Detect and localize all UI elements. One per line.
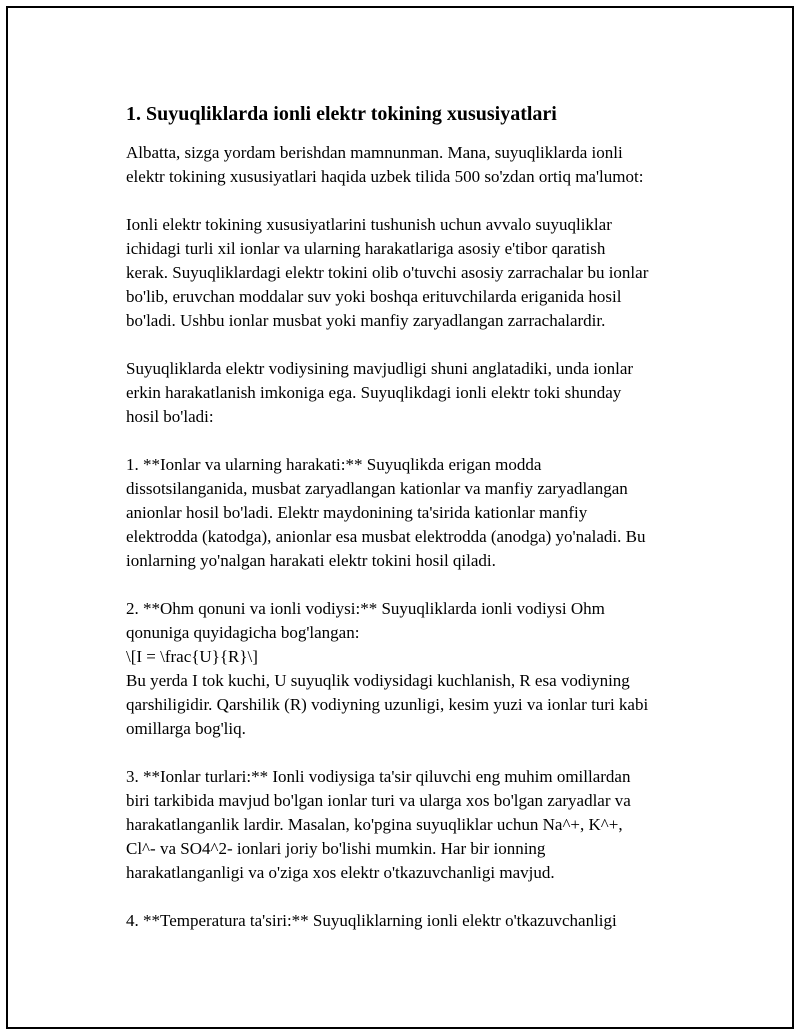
paragraph-free-movement: Suyuqliklarda elektr vodiysining mavjudligi shuni anglatadiki, unda ionlar erkin harakatlanish imkoniga ega. Suyuqlikdagi ionli elektr toki shunday hosil bo'ladi: [126,359,634,426]
list-item-ion-types: 3. **Ionlar turlari:** Ionli vodiysiga ta'sir qiluvchi eng muhim omillardan biri tarkibida mavjud bo'lgan ionlar turi va ularga xos bo'lgan zaryadlar va harakatlanganlik lardir. Masalan, ko'pgina suyuqliklar uchun Na^+, K^+, Cl^- va SO4^2- ionlari joriy bo'lishi mumkin. Har bir ionning harakatlanganligi va o'ziga xos elektr o'tkazuvchanligi mavjud. [126,767,631,882]
document-title: 1. Suyuqliklarda ionli elektr tokining xususiyatlari [126,103,557,125]
list-item-temperature: 4. **Temperatura ta'siri:** Suyuqliklarning ionli elektr o'tkazuvchanligi [126,911,617,930]
paragraph-ion-properties: Ionli elektr tokining xususiyatlarini tushunish uchun avvalo suyuqliklar ichidagi turli xil ionlar va ularning harakatlariga asosiy e'tibor qaratish kerak. Suyuqliklardagi elektr tokini olib o'tuvchi asosiy zarrachalar bu ionlar bo'lib, eruvchan moddalar suv yoki boshqa erituvchilarda eriganida hosil bo'ladi. Ushbu ionlar musbat yoki manfiy zaryadlangan zarrachalardir. [126,215,649,330]
paragraph-intro: Albatta, sizga yordam berishdan mamnunman. Mana, suyuqliklarda ionli elektr tokining xususiyatlari haqida uzbek tilida 500 so'zdan ortiq ma'lumot: [126,143,644,186]
list-item-ohm-law: 2. **Ohm qonuni va ionli vodiysi:** Suyuqliklarda ionli vodiysi Ohm qonuniga quyidagicha bog'langan: \[I = \frac{U}{R}\] Bu yerda I tok kuchi, U suyuqlik vodiysidagi kuchlanish, R esa vodiyning qarshiligidir. Qarshilik (R) vodiyning uzunligi, kesim yuzi va ionlar turi kabi omillarga bog'liq. [126,599,649,738]
document-body [126,101,706,933]
list-item-ion-movement: 1. **Ionlar va ularning harakati:** Suyuqlikda erigan modda dissotsilanganida, musbat zaryadlangan kationlar va manfiy zaryadlangan anionlar hosil bo'ladi. Elektr maydonining ta'sirida kationlar manfiy elektrodda (katodga), anionlar esa musbat elektrodda (anodga) yo'naladi. Bu ionlarning yo'nalgan harakati elektr tokini hosil qiladi. [126,455,646,570]
page-frame [6,6,794,1029]
